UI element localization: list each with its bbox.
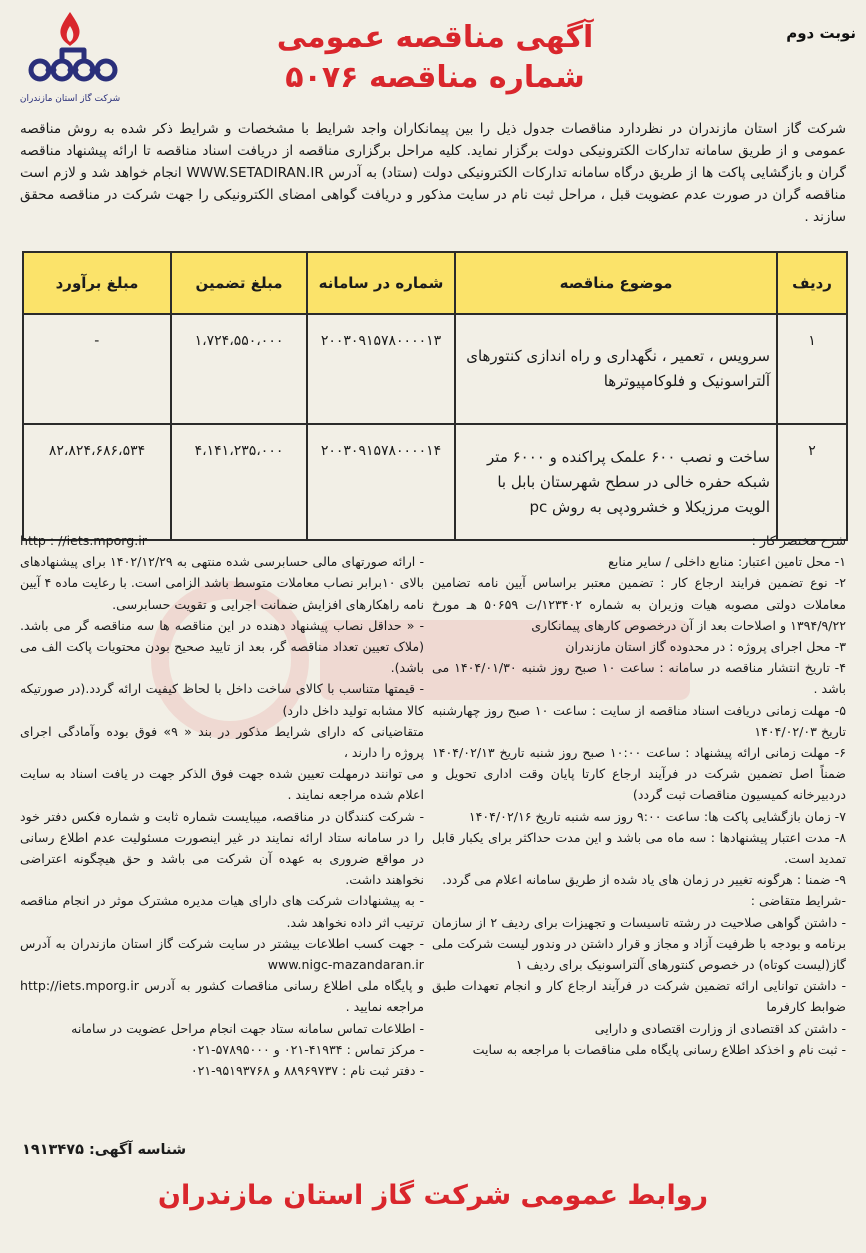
list-item: ۵- مهلت زمانی دریافت اسناد مناقصه از سایت : ساعت ۱۰ صبح روز چهارشنبه تاریخ ۱۴۰۴/۰۲/۰۳ [432,702,846,739]
list-item: - ثبت نام و اخذکد اطلاع رسانی پایگاه ملی مناقصات با مراجعه به سایت [472,1041,846,1057]
list-item: شرح مختصر کار : [751,533,846,548]
cell-system-no: ۲۰۰۳۰۹۱۵۷۸۰۰۰۰۱۳ [307,314,455,424]
cell-guarantee: ۱،۷۲۴،۵۵۰،۰۰۰ [171,314,307,424]
cell-system-no: ۲۰۰۳۰۹۱۵۷۸۰۰۰۰۱۴ [307,424,455,540]
cell-subject: سرویس ، تعمیر ، نگهداری و راه اندازی کنتورهای آلتراسونیک و فلوکامپیوترها [455,314,777,424]
title-line-2: شماره مناقصه ۵۰۷۶ [285,60,585,95]
header-estimate: مبلغ برآورد [23,252,171,314]
list-item: ۷- زمان بازگشایی پاکت ها: ساعت ۹:۰۰ روز سه شنبه تاریخ ۱۴۰۴/۰۲/۱۶ [468,808,846,824]
list-item: - داشتن کد اقتصادی از وزارت اقتصادی و دارایی [594,1020,846,1036]
table-row [23,424,847,540]
header-system-no: شماره در سامانه [307,252,455,314]
conditions-left-column [20,530,424,1081]
cell-estimate: - [23,314,171,424]
list-item: - « حداقل نصاب پیشنهاد دهنده در این مناقصه ها سه مناقصه گر می باشد. (ملاک تعیین تعداد مناقصه گر، بعد از تایید صحیح بودن محتویات پاکت الف می باشد). [20,617,424,676]
title-line-1: آگهی مناقصه عمومی [276,20,594,55]
company-logo [18,8,122,114]
ad-id: شناسه آگهی: ۱۹۱۳۴۷۵ [22,1142,187,1158]
list-item: ۶- مهلت زمانی ارائه پیشنهاد : ساعت ۱۰:۰۰ صبح روز شنبه تاریخ ۱۴۰۴/۰۲/۱۳ ضمناً اصل تضمین شرکت در فرآیند ارجاع کارتا پایان وقت اداری تحویل و دردبیرخانه کمیسیون مناقصات ثبت گردد) [432,745,846,803]
cell-guarantee: ۴،۱۴۱،۲۳۵،۰۰۰ [171,424,307,540]
list-item: - داشتن توانایی ارائه تضمین شرکت در فرآیند ارجاع کار و انجام تعهدات طبق ضوابط کارفرما [432,978,846,1015]
list-item: و پایگاه ملی اطلاع رسانی مناقصات کشور به آدرس http://iets.mporg.ir مراجعه نمایید . [20,978,424,1015]
footer-public-relations: روابط عمومی شرکت گاز استان مازندران [157,1180,709,1211]
iets-link[interactable]: http : //iets.mporg.ir [20,533,147,548]
cell-estimate: ۸۲،۸۲۴،۶۸۶،۵۳۴ [23,424,171,540]
logo-caption: شرکت گاز استان مازندران [19,94,121,104]
list-item: ۸- مدت اعتبار پیشنهادها : سه ماه می باشد و این مدت حداکثر برای یکبار قابل تمدید است. [432,829,846,867]
list-item: ۴- تاریخ انتشار مناقصه در سامانه : ساعت ۱۰ صبح روز شنبه ۱۴۰۴/۰۱/۳۰ می باشد . [432,660,846,697]
list-item: - داشتن گواهی صلاحیت در رشته تاسیسات و تجهیزات برای ردیف ۲ از سازمان برنامه و بودجه با ظرفیت آزاد و مجاز و قرار داشتن در وندور لیست شرکت ملی گاز(لیست کوتاه) در خصوص کنتورهای آلتراسونیک برای ردیف ۱ [432,914,846,973]
list-item: ۳- محل اجرای پروژه : در محدوده گاز استان مازندران [565,639,846,655]
notice-title [200,18,670,98]
header-subject: موضوع مناقصه [455,252,777,314]
intro-paragraph: شرکت گاز استان مازندران در نظردارد مناقصات جدول ذیل را بین پیمانکاران واجد شرایط با مشخصات و شرایط ذکر شده به روش مناقصه عمومی و از طریق سامانه تدارکات الکترونیکی دولت برگزار نماید. کلیه مراحل برگزاری مناقصه از دریافت اسناد مناقصه تا ارائه پیشنهاد مناقصه گران و بازگشایی پاکت ها از طریق درگاه سامانه تدارکات الکترونیکی دولت (ستاد) به آدرس WWW.SETADIRAN.IR انجام خواهد شد و لازم است مناقصه گران در صورت عدم عضویت قبل ، مراحل ثبت نام در سایت مذکور و دریافت گواهی امضای الکترونیکی را جهت شرکت در مناقصه محقق سازند . [20,121,846,225]
table-row [23,314,847,424]
list-item: - قیمتها متناسب با کالای ساخت داخل با لحاظ کیفیت ارائه گردد.(در صورتیکه کالا مشابه تولید داخل دارد) [20,681,424,718]
list-item: متقاضیانی که دارای شرایط مذکور در بند « ۹» فوق بوده وآمادگی اجرای پروژه را دارند ، [20,723,424,761]
header-row-no: ردیف [777,252,847,314]
list-item: ۱- محل تامین اعتبار: منابع داخلی / سایر منابع [608,554,846,570]
cell-row-no: ۲ [777,424,847,540]
list-item: - ارائه صورتهای مالی حسابرسی شده منتهی به ۱۴۰۲/۱۲/۲۹ برای پیشنهادهای بالای ۱۰برابر نصاب معاملات متوسط باشد الزامی است. با رعایت ماده ۴ آیین نامه راهکارهای افزایش ضمانت اجرایی و تقویت حسابرسی. [20,554,424,612]
list-item: - مرکز تماس : ۴۱۹۳۴-۰۲۱ و ۵۷۸۹۵۰۰۰-۰۲۱ [190,1041,424,1057]
round-label: نوبت دوم [786,24,856,42]
table-header-row [23,252,847,314]
list-item: - جهت کسب اطلاعات بیشتر در سایت شرکت گاز استان مازندران به آدرس www.nigc-mazandaran.ir [20,935,424,973]
conditions-right-column [432,530,846,1060]
list-item: - به پیشنهادات شرکت های دارای هیات مدیره مشترک موثر در انجام مناقصه ترتیب اثر داده نخواهد شد. [20,893,424,930]
list-item: - اطلاعات تماس سامانه ستاد جهت انجام مراحل عضویت در سامانه [71,1020,424,1036]
list-item: - شرکت کنندگان در مناقصه، میبایست شماره ثابت و شماره فکس دفتر خود را در سامانه ستاد ارائه نمایند در غیر اینصورت مسئولیت عدم اطلاع رسانی در مواقع ضروری به عهده آن شرکت می باشد و حق هیچگونه اعتراضی نخواهند داشت. [20,808,424,888]
gas-flame-logo-icon [18,8,122,94]
list-item: می توانند درمهلت تعیین شده جهت فوق الذکر جهت در یافت اسناد به سایت اعلام شده مراجعه نمایند . [20,766,424,803]
cell-row-no: ۱ [777,314,847,424]
list-item: -شرایط متقاضی : [750,893,846,909]
tenders-table [22,251,848,541]
list-item: ۲- نوع تضمین فرایند ارجاع کار : تضمین معتبر براساس آیین نامه تضامین معاملات دولتی مصوبه هیات وزیران به شماره ۱۲۳۴۰۲/ت ۵۰۶۵۹ هـ مورخ ۱۳۹۴/۹/۲۲ و اصلاحات بعد از آن درخصوص کارهای پیمانکاری [432,575,846,633]
cell-subject: ساخت و نصب ۶۰۰ علمک پراکنده و ۶۰۰۰ متر شبکه حفره خالی در سطح شهرستان بابل با الویت مرزیکلا و خشرودپی به روش pc [455,424,777,540]
list-item: ۹- ضمنا : هرگونه تغییر در زمان های یاد شده از طریق سامانه اعلام می گردد. [442,872,846,888]
header-guarantee: مبلغ تضمین [171,252,307,314]
list-item: - دفتر ثبت نام : ۸۸۹۶۹۷۳۷ و ۹۵۱۹۳۷۶۸-۰۲۱ [190,1063,424,1079]
